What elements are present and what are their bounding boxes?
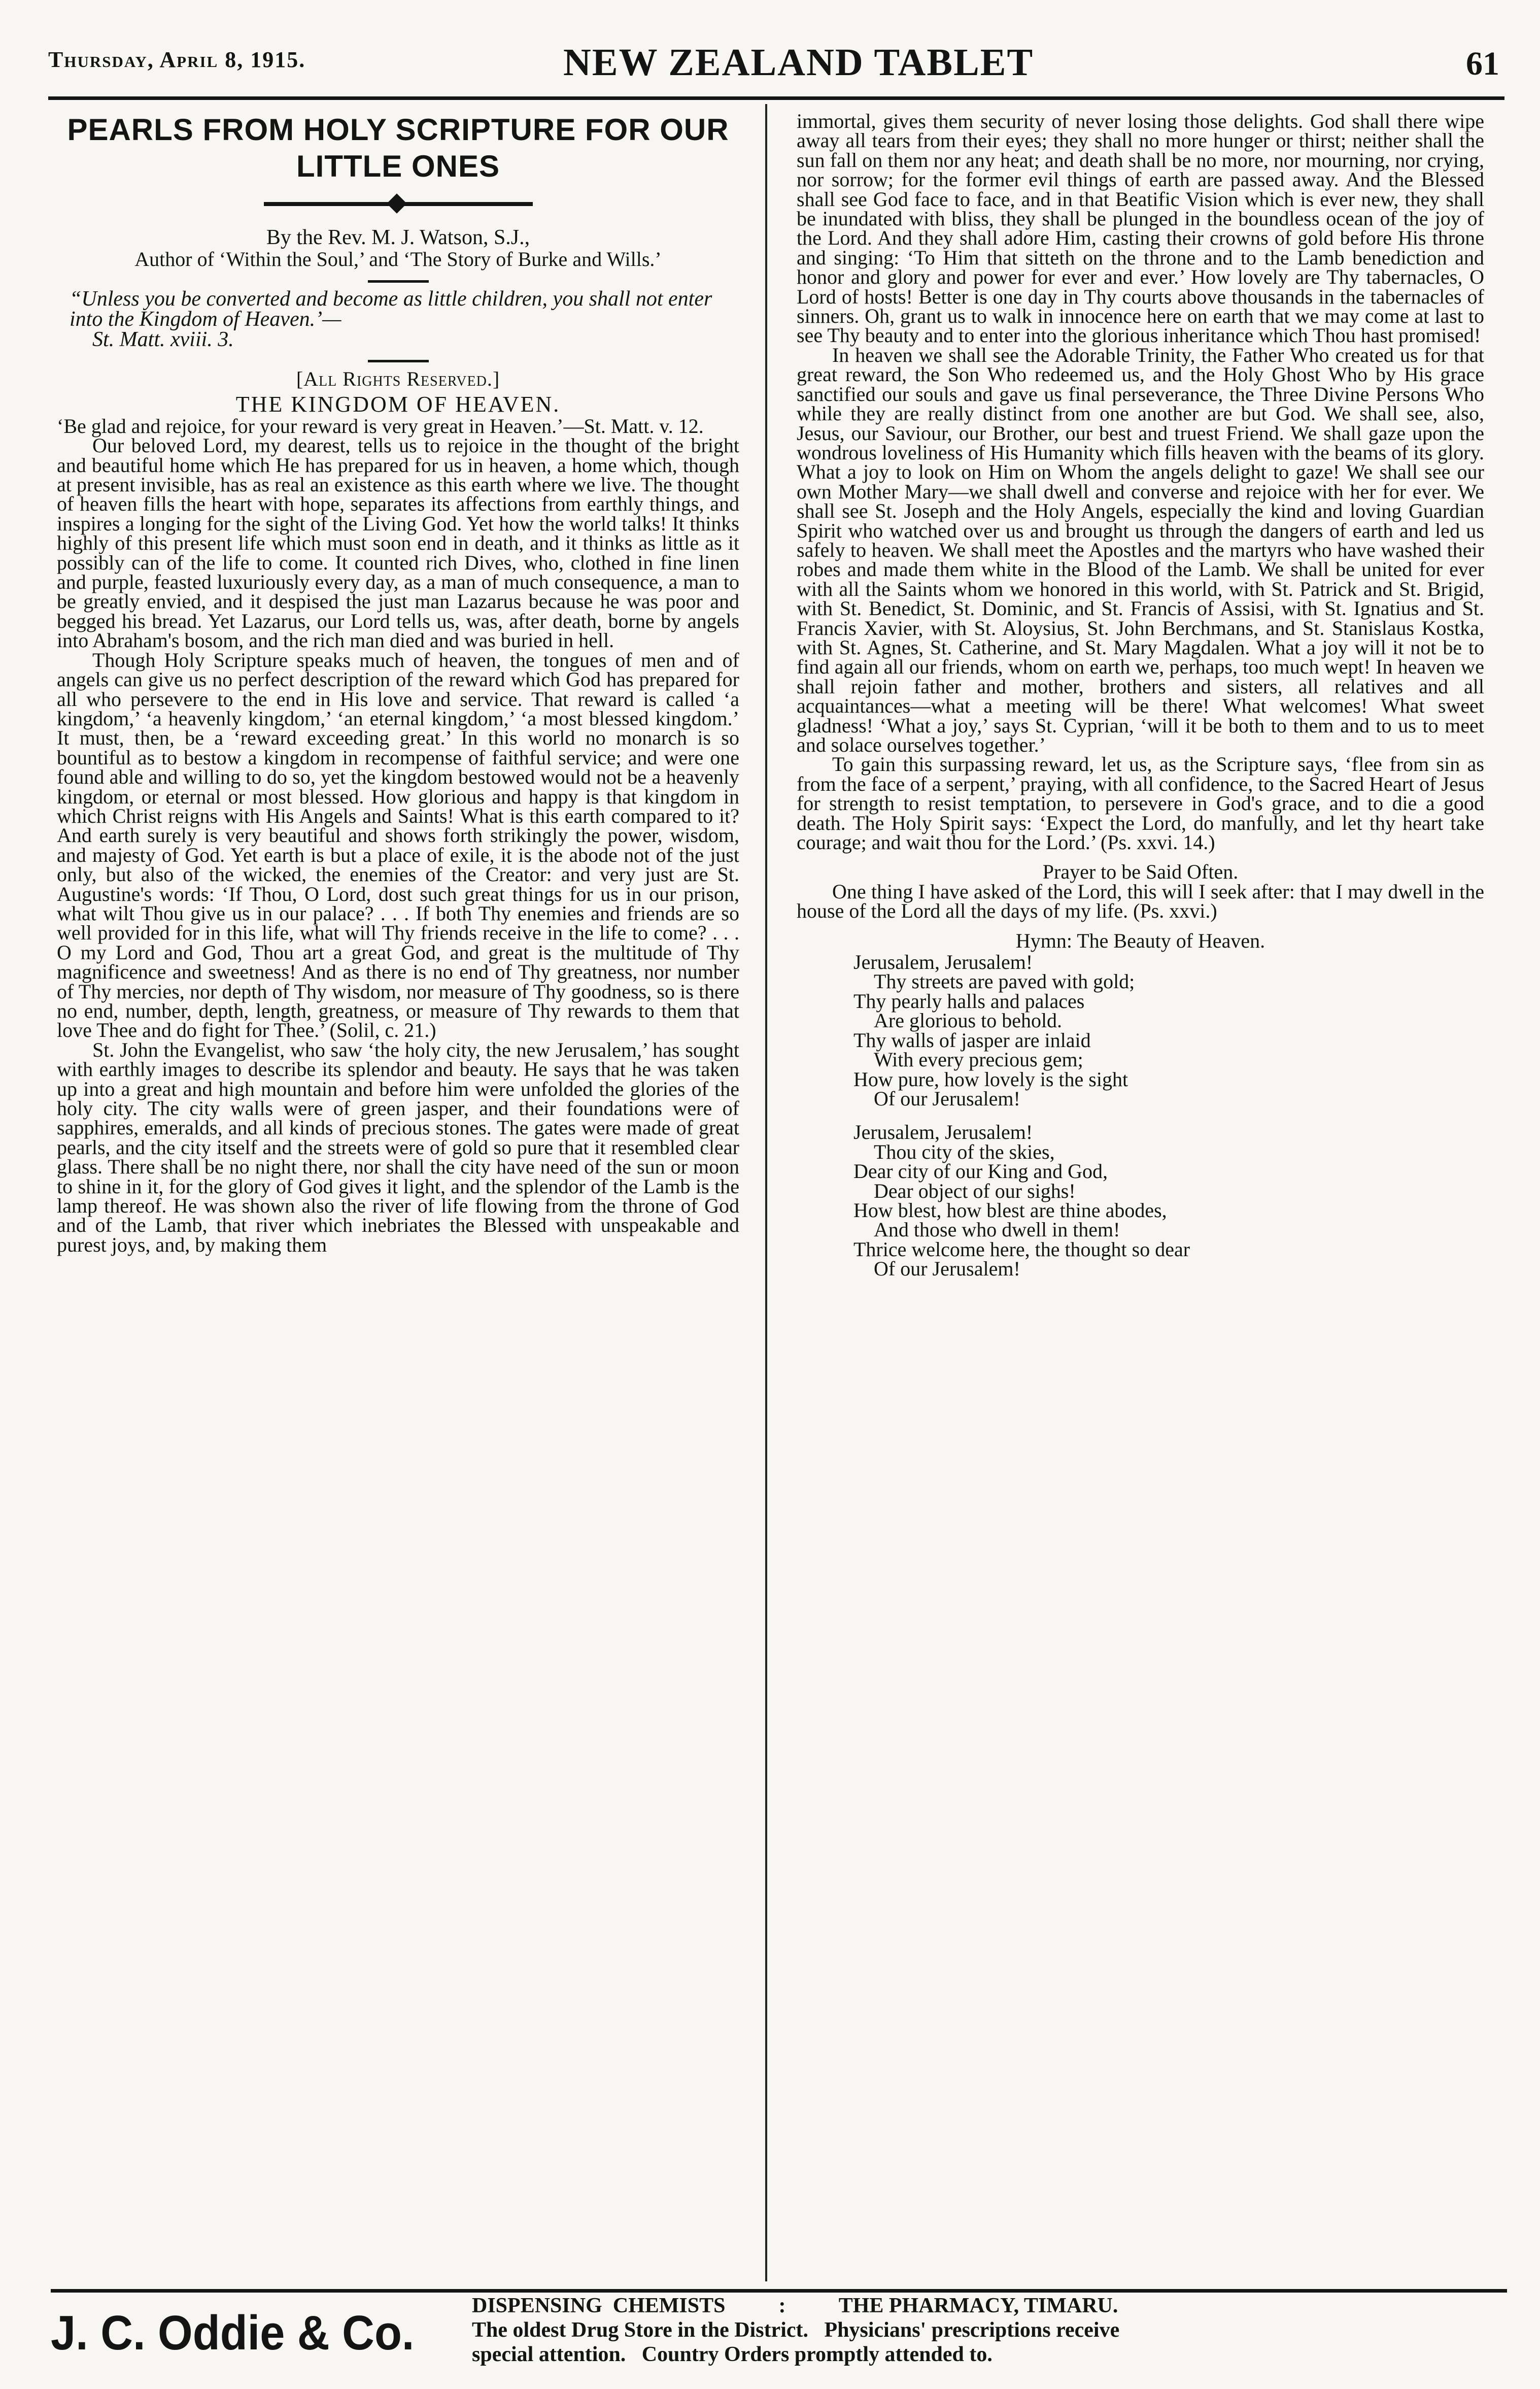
advertiser-name: J. C. Oddie & Co. [51,2306,415,2360]
divider-rule [368,280,429,283]
newspaper-title: NEW ZEALAND TABLET [563,41,1034,84]
section-title: THE KINGDOM OF HEAVEN. [235,392,561,417]
hymn-verse-1 [797,953,1484,1108]
verse-line: Dear city of our King and God, [853,1160,1108,1183]
paragraph: Our beloved Lord, my dearest, tells us to rejoice in the thought of the bright and beautiful home which He has prepared for us in heaven, a home which, though at present invisible, has as real an existence as this earth where we live. The thought of heaven fills the heart with hope, separates its affections from earthly things, and inspires a longing for the sight of the Living God. Yet how the world talks! It thinks highly of this present life which must soon end in death, and it thinks as little as it possibly can of the life to come. It counted rich Dives, who, clothed in fine linen and purple, feasted luxuriously every day, as a man of much consequence, a man to be greatly envied, and it despised the just man Lazarus because he was poor and begged his bread. Yet Lazarus, our Lord tells us, was, after death, borne by angels into Abraham's bosom, and the rich man died and was buried in hell. [57,434,739,652]
rights-notice: [All Rights Reserved.] [296,367,500,390]
verse-line: How pure, how lovely is the sight [853,1067,1128,1091]
article-title: PEARLS FROM HOLY SCRIPTURE FOR OUR LITTLE ONES [67,113,729,183]
issue-date: Thursday, April 8, 1915. [48,47,306,72]
ad-line: DISPENSING CHEMISTS : THE PHARMACY, TIMARU. [472,2294,1118,2317]
verse-line: Of our Jerusalem! [874,1087,1020,1110]
divider-rule [368,360,429,362]
epigraph-citation: St. Matt. xviii. 3. [92,328,234,351]
left-column [57,112,739,1255]
verse-line: Of our Jerusalem! [874,1257,1020,1281]
paragraph: To gain this surpassing reward, let us, as the Scripture says, ‘flee from sin as from the face of a serpent,’ praying, with all confidence, to the Sacred Heart of Jesus for strength to resist temptation, to persevere in God's grace, and to die a good death. The Holy Spirit says: ‘Expect the Lord, do manfully, and let thy heart take courage; and wait thou for the Lord.’ (Ps. xxvi. 14.) [797,753,1484,854]
verse-line: Dear object of our sighs! [874,1179,1076,1202]
epigraph: “Unless you be converted and become as little children, you shall not enter into the Kingdom of Heaven.’— [70,287,712,331]
verse-line: Thy streets are paved with gold; [874,970,1135,993]
verse-line: Jerusalem, Jerusalem! [853,951,1033,974]
verse-line: Jerusalem, Jerusalem! [853,1121,1033,1144]
paragraph: In heaven we shall see the Adorable Trinity, the Father Who created us for that great reward, the Son Who redeemed us, and the Holy Ghost Who by His grace sanctified our souls and gave us final perseverance, the Three Divine Persons Who while they are really distinct from one another are but God. We shall see, also, Jesus, our Saviour, our Brother, our best and truest Friend. We shall gaze upon the wondrous loveliness of His Humanity which fills heaven with the beams of its glory. What a joy to look on Him on Whom the angels delight to gaze! We shall see our own Mother Mary—we shall dwell and converse and rejoice with her for ever. We shall see St. Joseph and the Holy Angels, especially the kind and loving Guardian Spirit who watched over us and brought us through the dangers of earth and led us safely to heaven. We shall meet the Apostles and the martyrs who have washed their robes and made them white in the Blood of the Lamb. We shall be united for ever with all the Saints whom we honored in this world, with St. Patrick and St. Brigid, with St. Benedict, St. Dominic, and St. Francis of Assisi, with St. Ignatius and St. Francis Xavier, with St. Aloysius, St. John Berchmans, and St. Stanislaus Kostka, with St. Agnes, St. Catherine, and St. Mary Magdalen. What a joy will it not be to find again all our friends, whom on earth we, perhaps, too much wept! In heaven we shall rejoin father and mother, brothers and sisters, all relatives and all acquaintances—what a meeting will be there! What welcomes! What sweet gladness! ‘What a joy,’ says St. Cyprian, ‘will it be both to them and to us to meet and solace ourselves together.’ [797,343,1484,756]
right-column [797,112,1484,1279]
verse-line: Thrice welcome here, the thought so dear [853,1237,1190,1261]
ad-line: The oldest Drug Store in the District. Physicians' prescriptions receive [472,2318,1120,2342]
verse-line: And those who dwell in them! [874,1218,1120,1241]
byline: By the Rev. M. J. Watson, S.J., [266,226,530,249]
paragraph: St. John the Evangelist, who saw ‘the holy city, the new Jerusalem,’ has sought with earthly images to describe its splendor and beauty. He says that he was taken up into a great and high mountain and before him were unfolded the glories of the holy city. The city walls were of green jasper, and their foundations were of sapphires, emeralds, and all kinds of precious stones. The gates were made of great pearls, and the city itself and the streets were of gold so pure that it resembled clear glass. There shall be no night there, nor shall the city have need of the sun or moon to shine in it, for the glory of God gives it light, and the splendor of the Lamb is the lamp thereof. He was shown also the river of life flowing from the throne of God and of the Lamb, that river which inebriates the Blessed with unspeakable and purest joys, and, by making them [57,1038,739,1256]
verse-line: Thy walls of jasper are inlaid [853,1028,1091,1052]
verse-line: How blest, how blest are thine abodes, [853,1198,1167,1222]
hymn-verse-2 [797,1121,1484,1281]
paragraph: Though Holy Scripture speaks much of heaven, the tongues of men and of angels can give us no perfect description of the reward which God has prepared for all who persevere to the end in His love and service. That reward is called ‘a kingdom,’ ‘a heavenly kingdom,’ ‘an eternal kingdom,’ ‘a most blessed kingdom.’ It must, then, be a ‘reward exceeding great.’ In this world no monarch is so bountiful as to bestow a kingdom in recompense of faithful service; and were one found able and willing to do so, yet the kingdom bestowed would not be a heavenly kingdom, or eternal or most blessed. How glorious and happy is that kingdom in which Christ reigns with His Angels and Saints! What is this earth compared to it? And earth surely is very beautiful and shows forth strikingly the power, wisdom, and majesty of God. Yet earth is but a place of exile, it is the abode not of the just only, but also of the wicked, the enemies of the Creator: and very just are St. Augustine's words: ‘If Thou, O Lord, dost such great things for us in our prison, what wilt Thou give us in our palace? . . . If both Thy enemies and friends are so well provided for in this life, what will Thy friends receive in the life to come? . . . O my Lord and God, Thou art a great God, and great is the multitude of Thy magnificence and sweetness! And as there is no end of Thy greatness, nor number of Thy mercies, nor depth of Thy wisdom, nor measure of Thy goodness, so is there no end, number, depth, length, greatness, or measure of Thy rewards to them that love Thee and do fight for Thee.’ (Solil, c. 21.) [57,648,739,1042]
hymn-title: Hymn: The Beauty of Heaven. [1015,929,1265,952]
scripture-quote: ‘Be glad and rejoice, for your reward is very great in Heaven.’—St. Matt. v. 12. [57,414,704,438]
paragraph: immortal, gives them security of never losing those delights. God shall there wipe away all tears from their eyes; they shall no more hunger or thirst; neither shall the sun fall on them nor any heat; and death shall be no more, nor mourning, nor crying, nor sorrow; for the former evil things of earth are passed away. And the Blessed shall see God face to face, and in that Beatific Vision which is ever new, they shall be inundated with bliss, they shall be plunged in the boundless ocean of the joy of the Lord. And they shall adore Him, casting their crowns of gold before His throne and singing: ‘To Him that sitteth on the throne and to the Lamb benediction and honor and glory and power for ever and ever.’ How lovely are Thy tabernacles, O Lord of hosts! Better is one day in Thy courts above thousands in the tabernacles of sinners. Oh, grant us to walk in innocence here on earth that we may come at last to see Thy beauty and to enter into the glorious inheritance which Thou hast promised! [797,110,1484,347]
prayer-title: Prayer to be Said Often. [1042,860,1239,884]
masthead [48,41,1504,100]
verse-line: With every precious gem; [874,1048,1083,1071]
ad-line: special attention. Country Orders promptly attended to. [472,2343,993,2366]
column-divider [765,104,767,2281]
page-number: 61 [1466,45,1499,82]
verse-line: Thy pearly halls and palaces [853,989,1085,1013]
verse-line: Are glorious to behold. [874,1009,1063,1032]
prayer-text: One thing I have asked of the Lord, this will I seek after: that I may dwell in the house of the Lord all the days of my life. (Ps. xxvi.) [797,880,1484,923]
advertisement [51,2289,1507,2374]
verse-line: Thou city of the skies, [874,1140,1055,1163]
title-ornament [57,191,739,217]
author-of: Author of ‘Within the Soul,’ and ‘The Story of Burke and Wills.’ [134,248,662,271]
